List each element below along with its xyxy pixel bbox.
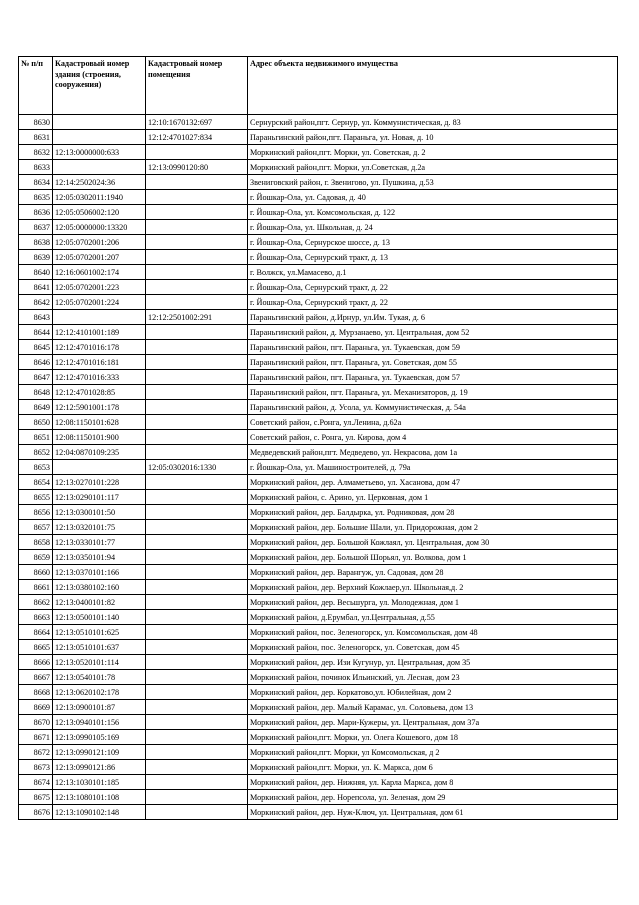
building-cadastral-number: 12:13:0000000:633 [53,145,146,160]
row-number: 8647 [19,370,53,385]
building-cadastral-number: 12:05:0000000:13320 [53,220,146,235]
premises-cadastral-number [146,520,248,535]
building-cadastral-number: 12:14:2502024:36 [53,175,146,190]
table-row [19,310,618,325]
building-cadastral-number: 12:12:4701028:85 [53,385,146,400]
address: Моркинский район, дер. Нуж-Ключ, ул. Центральная, дом 61 [248,805,618,820]
table-row [19,175,618,190]
building-cadastral-number: 12:13:0400101:82 [53,595,146,610]
building-cadastral-number: 12:08:1150101:900 [53,430,146,445]
address: Моркинский район, дер. Балдырка, ул. Родниковая, дом 28 [248,505,618,520]
premises-cadastral-number [146,580,248,595]
premises-cadastral-number [146,355,248,370]
row-number: 8657 [19,520,53,535]
building-cadastral-number: 12:13:1090102:148 [53,805,146,820]
address: Параньгинский район, пгт. Параньга, ул. Тукаевская, дом 59 [248,340,618,355]
table-row [19,265,618,280]
premises-cadastral-number [146,205,248,220]
address: Моркинский район, пос. Зеленогорск, ул. Комсомольская, дом 48 [248,625,618,640]
premises-cadastral-number [146,535,248,550]
table-row [19,205,618,220]
address: Медведевский район,пгт. Медведево, ул. Некрасова, дом 1а [248,445,618,460]
row-number: 8635 [19,190,53,205]
row-number: 8658 [19,535,53,550]
building-cadastral-number: 12:13:1080101:108 [53,790,146,805]
table-row [19,220,618,235]
table-row [19,550,618,565]
row-number: 8631 [19,130,53,145]
table-row [19,160,618,175]
row-number: 8669 [19,700,53,715]
col-header-address: Адрес объекта недвижимого имущества [248,57,618,115]
address: г. Йошкар-Ола, Сернурский тракт, д. 22 [248,280,618,295]
row-number: 8661 [19,580,53,595]
table-row [19,610,618,625]
building-cadastral-number [53,130,146,145]
premises-cadastral-number [146,670,248,685]
table-row [19,745,618,760]
address: г. Йошкар-Ола, ул. Садовая, д. 40 [248,190,618,205]
premises-cadastral-number [146,550,248,565]
address: Моркинский район, д.Ерумбал, ул.Центральная, д.55 [248,610,618,625]
premises-cadastral-number [146,610,248,625]
row-number: 8636 [19,205,53,220]
premises-cadastral-number [146,265,248,280]
address: Моркинский район, дер. Большой Кожлаял, ул. Центральная, дом 30 [248,535,618,550]
table-row [19,760,618,775]
address: Моркинский район, починок Ильинский, ул. Лесная, дом 23 [248,670,618,685]
table-row [19,340,618,355]
building-cadastral-number: 12:13:0270101:228 [53,475,146,490]
address: г. Волжск, ул.Мамасево, д.1 [248,265,618,280]
row-number: 8652 [19,445,53,460]
table-row [19,805,618,820]
row-number: 8648 [19,385,53,400]
row-number: 8641 [19,280,53,295]
row-number: 8644 [19,325,53,340]
table-row [19,250,618,265]
row-number: 8646 [19,355,53,370]
table-row [19,325,618,340]
table-row [19,445,618,460]
table-row [19,460,618,475]
premises-cadastral-number [146,340,248,355]
table-row [19,685,618,700]
row-number: 8654 [19,475,53,490]
building-cadastral-number: 12:05:0702001:224 [53,295,146,310]
table-row [19,565,618,580]
premises-cadastral-number [146,490,248,505]
premises-cadastral-number [146,805,248,820]
address: Моркинский район, дер. Весьшурга, ул. Молодежная, дом 1 [248,595,618,610]
address: Моркинский район,пгт. Морки, ул Комсомольская, д 2 [248,745,618,760]
premises-cadastral-number [146,250,248,265]
table-row [19,595,618,610]
building-cadastral-number: 12:13:0300101:50 [53,505,146,520]
table-row [19,700,618,715]
table-row [19,130,618,145]
row-number: 8668 [19,685,53,700]
address: Параньгинский район, пгт. Параньга, ул. Тукаевская, дом 57 [248,370,618,385]
row-number: 8653 [19,460,53,475]
building-cadastral-number [53,460,146,475]
row-number: 8650 [19,415,53,430]
building-cadastral-number: 12:13:0940101:156 [53,715,146,730]
premises-cadastral-number [146,655,248,670]
row-number: 8670 [19,715,53,730]
premises-cadastral-number [146,430,248,445]
building-cadastral-number: 12:05:0302011:1940 [53,190,146,205]
address: Моркинский район,пгт. Морки, ул. К. Маркса, дом 6 [248,760,618,775]
table-row [19,400,618,415]
row-number: 8639 [19,250,53,265]
premises-cadastral-number [146,295,248,310]
address: г. Йошкар-Ола, Сернурский тракт, д. 22 [248,295,618,310]
row-number: 8637 [19,220,53,235]
table-row [19,730,618,745]
premises-cadastral-number [146,745,248,760]
building-cadastral-number: 12:13:0510101:637 [53,640,146,655]
address: Моркинский район,пгт. Морки, ул. Олега Кошевого, дом 18 [248,730,618,745]
table-row [19,280,618,295]
address: Моркинский район, дер. Алмаметьево, ул. Хасанова, дом 47 [248,475,618,490]
premises-cadastral-number [146,715,248,730]
address: Моркинский район,пгт. Морки, ул.Советская, д.2а [248,160,618,175]
building-cadastral-number: 12:13:1030101:185 [53,775,146,790]
building-cadastral-number: 12:12:4701016:333 [53,370,146,385]
row-number: 8676 [19,805,53,820]
premises-cadastral-number [146,175,248,190]
row-number: 8663 [19,610,53,625]
address: Моркинский район, дер. Норепсола, ул. Зеленая, дом 29 [248,790,618,805]
building-cadastral-number: 12:13:0900101:87 [53,700,146,715]
table-row [19,535,618,550]
row-number: 8672 [19,745,53,760]
building-cadastral-number: 12:13:0990121:86 [53,760,146,775]
table-row [19,355,618,370]
building-cadastral-number: 12:13:0510101:625 [53,625,146,640]
table-row [19,655,618,670]
row-number: 8655 [19,490,53,505]
row-number: 8660 [19,565,53,580]
row-number: 8665 [19,640,53,655]
address: Моркинский район, дер. Варангуж, ул. Садовая, дом 28 [248,565,618,580]
building-cadastral-number: 12:12:4701016:181 [53,355,146,370]
premises-cadastral-number [146,385,248,400]
premises-cadastral-number [146,595,248,610]
address: г. Йошкар-Ола, ул. Комсомольская, д. 122 [248,205,618,220]
row-number: 8642 [19,295,53,310]
building-cadastral-number: 12:13:0990105:169 [53,730,146,745]
premises-cadastral-number [146,220,248,235]
premises-cadastral-number [146,790,248,805]
building-cadastral-number [53,310,146,325]
building-cadastral-number: 12:13:0540101:78 [53,670,146,685]
premises-cadastral-number [146,445,248,460]
building-cadastral-number: 12:13:0330101:77 [53,535,146,550]
address: Моркинский район, дер. Большие Шали, ул. Придорожная, дом 2 [248,520,618,535]
table-row [19,415,618,430]
address: Моркинский район, дер. Большой Шорьял, ул. Волкова, дом 1 [248,550,618,565]
premises-cadastral-number [146,280,248,295]
address: г. Йошкар-Ола, ул. Машиностроителей, д. 79а [248,460,618,475]
row-number: 8673 [19,760,53,775]
building-cadastral-number: 12:12:5901001:178 [53,400,146,415]
premises-cadastral-number [146,760,248,775]
address: Сернурский район,пгт. Сернур, ул. Коммунистическая, д. 83 [248,115,618,130]
table-header-row [19,57,618,115]
row-number: 8633 [19,160,53,175]
row-number: 8630 [19,115,53,130]
address: Советский район, с. Ронга, ул. Кирова, дом 4 [248,430,618,445]
table-row [19,430,618,445]
row-number: 8645 [19,340,53,355]
table-row [19,145,618,160]
table-row [19,385,618,400]
col-header-number: № п/п [19,57,53,115]
row-number: 8649 [19,400,53,415]
address: Параньгинский район, д. Усола, ул. Коммунистическая, д. 54а [248,400,618,415]
premises-cadastral-number: 12:12:4701027:834 [146,130,248,145]
row-number: 8659 [19,550,53,565]
premises-cadastral-number [146,640,248,655]
row-number: 8664 [19,625,53,640]
address: г. Йошкар-Ола, Сернурский тракт, д. 13 [248,250,618,265]
address: Моркинский район,пгт. Морки, ул. Советская, д. 2 [248,145,618,160]
table-row [19,475,618,490]
row-number: 8656 [19,505,53,520]
row-number: 8674 [19,775,53,790]
row-number: 8638 [19,235,53,250]
col-header-building-cadastral: Кадастровый номер здания (строения, сооружения) [53,57,146,115]
address: Моркинский район, с. Арино, ул. Церковная, дом 1 [248,490,618,505]
premises-cadastral-number [146,730,248,745]
premises-cadastral-number [146,400,248,415]
building-cadastral-number: 12:13:0380102:160 [53,580,146,595]
address: Моркинский район, дер. Малый Карамас, ул. Соловьева, дом 13 [248,700,618,715]
premises-cadastral-number [146,370,248,385]
row-number: 8651 [19,430,53,445]
row-number: 8643 [19,310,53,325]
building-cadastral-number: 12:13:0350101:94 [53,550,146,565]
building-cadastral-number [53,160,146,175]
address: г. Йошкар-Ола, ул. Школьная, д. 24 [248,220,618,235]
premises-cadastral-number [146,145,248,160]
address: Моркинский район, дер. Коркатово,ул. Юбилейная, дом 2 [248,685,618,700]
building-cadastral-number: 12:13:0370101:166 [53,565,146,580]
table-row [19,580,618,595]
row-number: 8675 [19,790,53,805]
table-row [19,775,618,790]
premises-cadastral-number [146,700,248,715]
building-cadastral-number: 12:12:4101001:189 [53,325,146,340]
address: Параньгинский район, д. Мурзанаево, ул. Центральная, дом 52 [248,325,618,340]
table-row [19,790,618,805]
property-table [18,56,618,820]
premises-cadastral-number [146,235,248,250]
premises-cadastral-number [146,325,248,340]
premises-cadastral-number [146,565,248,580]
premises-cadastral-number: 12:12:2501002:291 [146,310,248,325]
address: Моркинский район, пос. Зеленогорск, ул. Советская, дом 45 [248,640,618,655]
premises-cadastral-number: 12:13:0990120:80 [146,160,248,175]
address: Моркинский район, дер. Изи Кугунур, ул. Центральная, дом 35 [248,655,618,670]
premises-cadastral-number [146,775,248,790]
address: Советский район, с.Ронга, ул.Ленина, д.62а [248,415,618,430]
table-body [19,115,618,820]
premises-cadastral-number [146,625,248,640]
address: Звениговский район, г. Звенигово, ул. Пушкина, д.53 [248,175,618,190]
building-cadastral-number [53,115,146,130]
row-number: 8632 [19,145,53,160]
building-cadastral-number: 12:08:1150101:628 [53,415,146,430]
premises-cadastral-number: 12:05:0302016:1330 [146,460,248,475]
premises-cadastral-number [146,475,248,490]
address: Параньгинский район, д.Ирнур, ул.Им. Тукая, д. 6 [248,310,618,325]
col-header-premises-cadastral: Кадастровый номер помещения [146,57,248,115]
address: Параньгинский район,пгт. Параньга, ул. Новая, д. 10 [248,130,618,145]
table-row [19,235,618,250]
building-cadastral-number: 12:16:0601002:174 [53,265,146,280]
table-row [19,490,618,505]
row-number: 8662 [19,595,53,610]
building-cadastral-number: 12:13:0500101:140 [53,610,146,625]
building-cadastral-number: 12:13:0520101:114 [53,655,146,670]
building-cadastral-number: 12:13:0620102:178 [53,685,146,700]
table-row [19,505,618,520]
building-cadastral-number: 12:13:0990121:109 [53,745,146,760]
row-number: 8667 [19,670,53,685]
row-number: 8634 [19,175,53,190]
premises-cadastral-number [146,415,248,430]
address: Параньгинский район, пгт. Параньга, ул. Советская, дом 55 [248,355,618,370]
building-cadastral-number: 12:12:4701016:178 [53,340,146,355]
building-cadastral-number: 12:05:0506002:120 [53,205,146,220]
building-cadastral-number: 12:05:0702001:207 [53,250,146,265]
table-row [19,640,618,655]
building-cadastral-number: 12:13:0290101:117 [53,490,146,505]
table-row [19,625,618,640]
row-number: 8671 [19,730,53,745]
premises-cadastral-number [146,505,248,520]
building-cadastral-number: 12:04:0870109:235 [53,445,146,460]
address: Моркинский район, дер. Верхний Кожлаер,ул. Школьная,д. 2 [248,580,618,595]
table-row [19,715,618,730]
address: Параньгинский район, пгт. Параньга, ул. Механизаторов, д. 19 [248,385,618,400]
table-row [19,295,618,310]
table-row [19,520,618,535]
building-cadastral-number: 12:05:0702001:206 [53,235,146,250]
premises-cadastral-number [146,685,248,700]
premises-cadastral-number [146,190,248,205]
building-cadastral-number: 12:13:0320101:75 [53,520,146,535]
address: Моркинский район, дер. Мари-Кужеры, ул. Центральная, дом 37а [248,715,618,730]
table-row [19,115,618,130]
address: г. Йошкар-Ола, Сернурское шоссе, д. 13 [248,235,618,250]
row-number: 8640 [19,265,53,280]
address: Моркинский район, дер. Нижняя, ул. Карла Маркса, дом 8 [248,775,618,790]
premises-cadastral-number: 12:10:1670132:697 [146,115,248,130]
table-row [19,370,618,385]
table-row [19,670,618,685]
row-number: 8666 [19,655,53,670]
building-cadastral-number: 12:05:0702001:223 [53,280,146,295]
table-row [19,190,618,205]
